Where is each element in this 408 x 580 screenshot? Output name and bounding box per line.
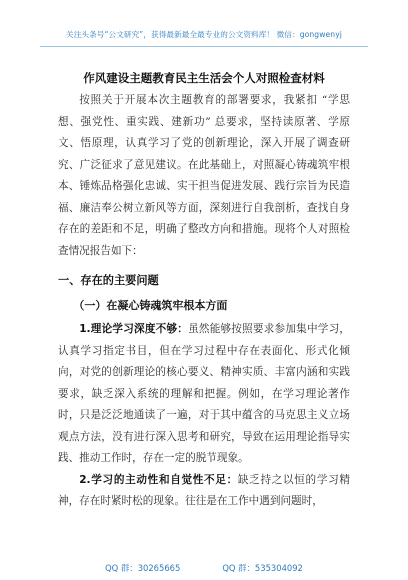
document-title: 作风建设主题教育民主生活会个人对照检查材料 — [83, 71, 325, 85]
item-2-paragraph — [58, 470, 350, 513]
item-1-lead: 1.理论学习深度不够： — [79, 323, 189, 335]
document-body — [58, 90, 350, 513]
footer-qq-group-1: QQ 群：30265665 — [105, 563, 181, 573]
footer-qq-group-2: QQ 群：535304092 — [222, 563, 303, 573]
item-1-paragraph — [58, 319, 350, 470]
subsection-heading: （一）在凝心铸魂筑牢根本方面 — [73, 299, 228, 312]
item-1-text: 虽然能够按照要求参加集中学习，认真学习指定书目，但在学习过程中存在表面化、形式化倾向，对党的创新理论的核心要义、精神实质、丰富内涵和实践要求，缺乏深入系统的理解和把握。例如，在学习理论著作时，只是泛泛地通读了一遍，对于其中蕴含的马克思主义立场观点方法，没有进行深入思考和研究，导致在运用理论指导实践、推动工作时，存在一定的脱节现象。 — [58, 323, 350, 464]
intro-paragraph: 按照关于开展本次主题教育的部署要求，我紧扣 “学思想、强党性、重实践、建新功” 总要求，坚持读原著、学原文、悟原理，认真学习了党的创新理论，深入开展了调查研究、广泛征求了意见建议。在此基础上，对照凝心铸魂筑牢根本、锤炼品格强化忠诚、实干担当促进发展、践行宗旨为民造福、廉洁奉公树立新风等方面，深刻进行自我剖析，查找自身存在的差距和不足，明确了整改方向和措施。现将个人对照检查情况报告如下： — [58, 94, 350, 257]
header-banner: 关注头条号“公文研究”，获得最新最全最专业的公文资料库！ 微信：gongwenyj — [66, 30, 342, 39]
header-divider — [40, 46, 368, 47]
footer-contact — [0, 562, 408, 574]
item-2-text: 缺乏持之以恒的学习精神，存在时紧时松的现象。往往是在工作中遇到问题时， — [58, 473, 350, 507]
item-2-lead: 2.学习的主动性和自觉性不足： — [79, 473, 238, 486]
section-heading: 一、存在的主要问题 — [58, 274, 159, 287]
